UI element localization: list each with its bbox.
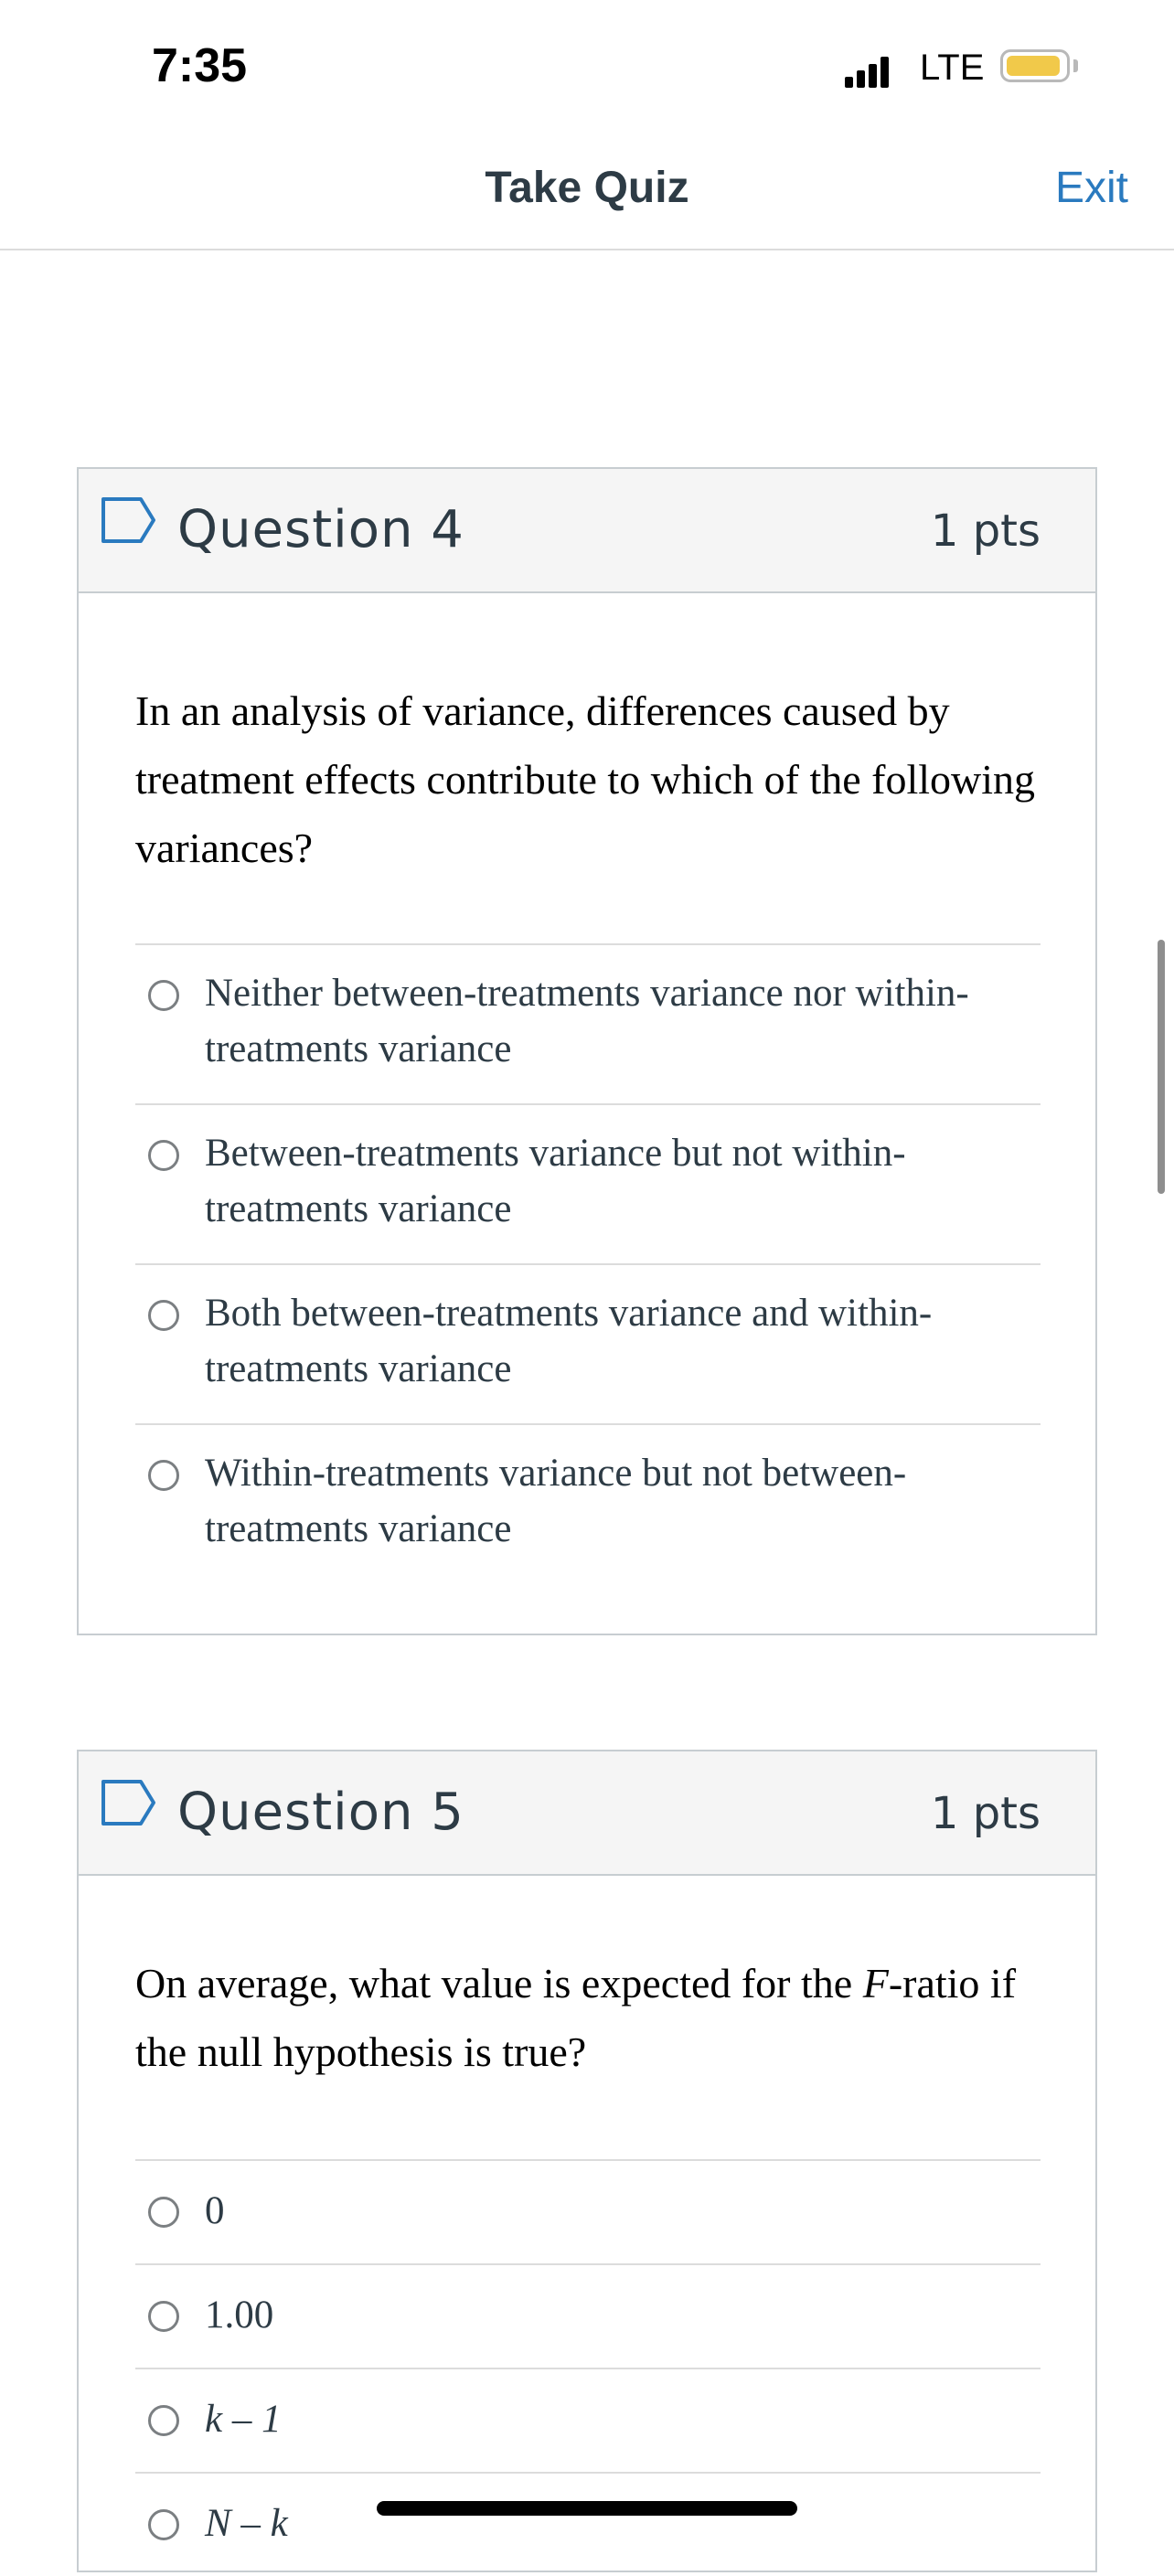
radio-button[interactable] bbox=[148, 2509, 179, 2540]
battery-level bbox=[1007, 56, 1060, 76]
radio-button[interactable] bbox=[148, 1460, 179, 1491]
question-title: Question 4 bbox=[177, 500, 464, 559]
answer-label: k – 1 bbox=[205, 2398, 282, 2441]
battery-cap bbox=[1073, 59, 1078, 72]
quiz-header bbox=[0, 137, 1174, 250]
answer-label: Within-treatments variance but not between-treatments variance bbox=[205, 1452, 907, 1550]
question-points: 1 pts bbox=[930, 506, 1041, 557]
answer-option[interactable] bbox=[135, 1423, 1041, 1583]
answer-option[interactable] bbox=[135, 943, 1041, 1103]
radio-button[interactable] bbox=[148, 980, 179, 1011]
question-text: In an analysis of variance, differences caused by treatment effects contribute to which of the following variances? bbox=[135, 687, 1036, 871]
battery-icon bbox=[1000, 49, 1070, 82]
flag-question-icon[interactable] bbox=[101, 1779, 157, 1826]
exit-button[interactable]: Exit bbox=[1054, 164, 1128, 212]
question-header bbox=[79, 1751, 1095, 1876]
home-indicator[interactable] bbox=[377, 2501, 797, 2516]
flag-question-icon[interactable] bbox=[101, 496, 157, 544]
radio-button[interactable] bbox=[148, 1300, 179, 1331]
answer-label: Both between-treatments variance and within-treatments variance bbox=[205, 1292, 933, 1390]
question-card-5 bbox=[77, 1750, 1097, 2572]
answer-label: 0 bbox=[205, 2189, 225, 2232]
question-header bbox=[79, 469, 1095, 593]
question-text bbox=[135, 1949, 1044, 2086]
f-ratio-symbol: F bbox=[862, 1960, 889, 2007]
answer-label: Neither between-treatments variance nor within-treatments variance bbox=[205, 972, 969, 1070]
answer-option[interactable] bbox=[135, 1103, 1041, 1263]
answer-option[interactable] bbox=[135, 2368, 1041, 2472]
answer-list bbox=[135, 943, 1041, 1583]
radio-button[interactable] bbox=[148, 2301, 179, 2332]
vertical-scrollbar[interactable] bbox=[1158, 940, 1165, 1194]
answer-option[interactable] bbox=[135, 2159, 1041, 2263]
network-type: LTE bbox=[920, 48, 985, 88]
question-points: 1 pts bbox=[930, 1788, 1041, 1839]
answer-option[interactable] bbox=[135, 2472, 1041, 2576]
page-title: Take Quiz bbox=[485, 164, 689, 212]
answer-label: N – k bbox=[205, 2502, 288, 2545]
question-card-4 bbox=[77, 467, 1097, 1635]
question-title: Question 5 bbox=[177, 1783, 464, 1842]
radio-button[interactable] bbox=[148, 2197, 179, 2228]
answer-option[interactable] bbox=[135, 1263, 1041, 1423]
answer-label: 1.00 bbox=[205, 2294, 274, 2336]
question-text-part: On average, what value is expected for the bbox=[135, 1960, 863, 2007]
cellular-signal-icon bbox=[845, 57, 889, 88]
radio-button[interactable] bbox=[148, 2405, 179, 2436]
question-text-part: -ratio if the null hypothesis is true? bbox=[135, 1960, 1017, 2075]
answer-option[interactable] bbox=[135, 2263, 1041, 2368]
radio-button[interactable] bbox=[148, 1140, 179, 1171]
answer-label: Between-treatments variance but not within-treatments variance bbox=[205, 1132, 906, 1230]
status-time: 7:35 bbox=[152, 39, 248, 92]
